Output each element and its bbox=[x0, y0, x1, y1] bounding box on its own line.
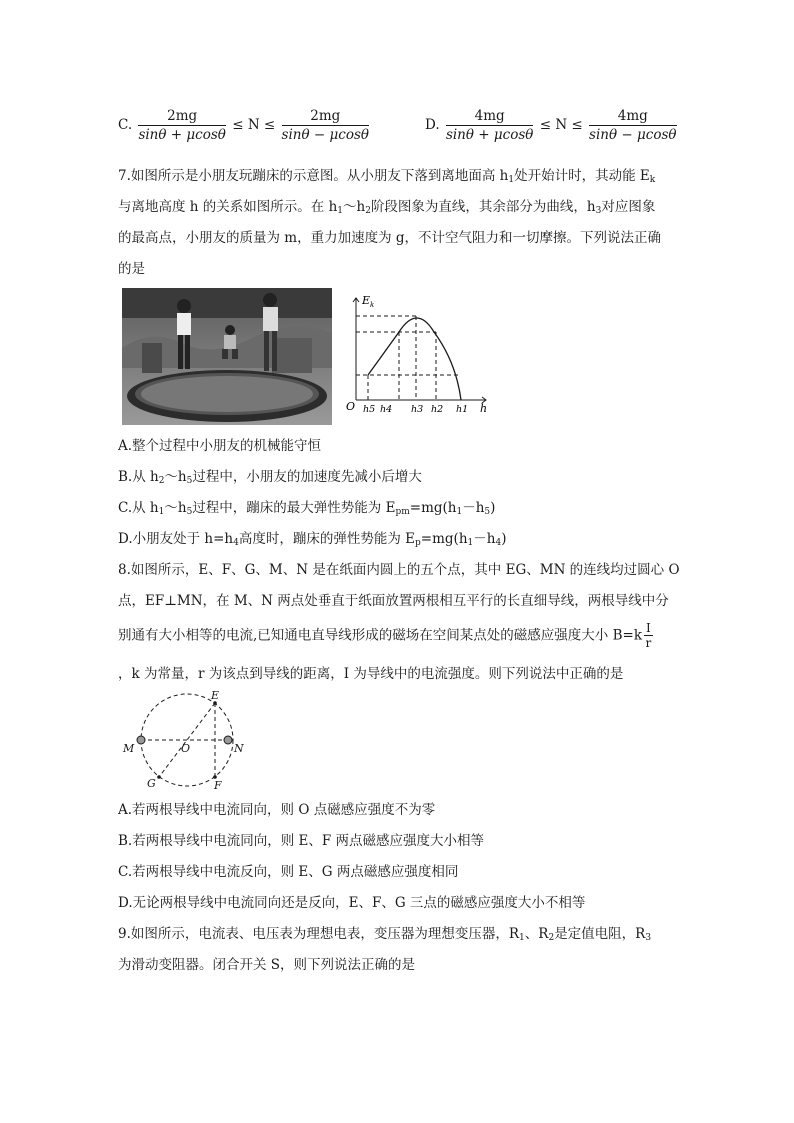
q6-option-d-fraction-left: $\frac{4mg}{\sin\theta + \mu\cos\theta}$ bbox=[445, 108, 534, 143]
q8-stem-line-4: ，k 为常量，r 为该点到导线的距离，I 为导线中的电流强度。则下列说法中正确的是 bbox=[118, 666, 624, 682]
q8-option-c: C.若两根导线中电流反向，则 E、G 两点磁感应强度相同 bbox=[118, 864, 459, 880]
tick-h1: h1 bbox=[456, 404, 469, 415]
tick-h2: h2 bbox=[431, 404, 444, 415]
point-e-label: E bbox=[211, 690, 220, 702]
trampoline-photo bbox=[122, 288, 332, 425]
graph-y-label: E bbox=[362, 294, 371, 307]
q7-stem-line-1: 7.如图所示是小朋友玩蹦床的示意图。从小朋友下落到离地面高 $h_1$处开始计时，其动能 $E_k$ bbox=[118, 168, 656, 185]
q8-option-d: D.无论两根导线中电流同向还是反向，E、F、G 三点的磁感应强度大小不相等 bbox=[118, 895, 586, 911]
q7-option-d: D.小朋友处于 $h=h_4$高度时，蹦床的弹性势能为 $E_p=mg(h_1-h_4)$ bbox=[118, 531, 507, 548]
point-m-label: M bbox=[123, 742, 135, 755]
tick-h5: h5 bbox=[363, 404, 376, 415]
graph-y-label-sub: k bbox=[370, 301, 375, 309]
tick-h3: h3 bbox=[411, 404, 424, 415]
q6-option-c-fraction-right: $\frac{2mg}{\sin\theta - \mu\cos\theta}$ bbox=[281, 108, 370, 143]
graph-x-label: h bbox=[480, 402, 488, 415]
point-f-label: F bbox=[214, 779, 222, 790]
q7-option-c: C.从 $h_1\sim h_5$过程中，蹦床的最大弹性势能为 $E_{pm}=mg(h_1-h_5)$ bbox=[118, 500, 496, 517]
q6-option-d bbox=[425, 108, 679, 143]
q9-stem-line-2: 为滑动变阻器。闭合开关 S，则下列说法正确的是 bbox=[118, 957, 416, 973]
point-n-label: N bbox=[234, 742, 244, 755]
ek-h-graph bbox=[344, 292, 494, 417]
q9-stem-line-1: 9.如图所示，电流表、电压表为理想电表，变压器为理想变压器，$R_1$、$R_2$是定值电阻，$R_3$ bbox=[118, 926, 652, 943]
graph-origin: O bbox=[346, 400, 356, 413]
q6-option-c-inequality: ≤ N ≤ bbox=[232, 117, 276, 133]
q8-stem-line-2: 点，EF⊥MN，在 M、N 两点处垂直于纸面放置两根相互平行的长直细导线，两根导线中分 bbox=[118, 593, 669, 609]
tick-h4: h4 bbox=[380, 404, 393, 415]
circle-wires-figure bbox=[120, 690, 260, 790]
q6-option-d-inequality: ≤ N ≤ bbox=[539, 117, 583, 133]
q8-option-a: A.若两根导线中电流同向，则 O 点磁感应强度不为零 bbox=[118, 802, 436, 818]
q8-stem-line-3: 别通有大小相等的电流,已知通电直导线形成的磁场在空间某点处的磁感应强度大小 B=k $\frac{I}{r}$ bbox=[118, 621, 652, 650]
q6-option-d-fraction-right: $\frac{4mg}{\sin\theta - \mu\cos\theta}$ bbox=[589, 108, 677, 143]
q7-stem-line-3: 的最高点，小朋友的质量为 m，重力加速度为 g，不计空气阻力和一切摩擦。下列说法正确 bbox=[118, 230, 662, 246]
q7-option-a: A.整个过程中小朋友的机械能守恒 bbox=[118, 438, 322, 454]
b-formula-fraction: $\frac{I}{r}$ bbox=[645, 621, 652, 650]
point-g-label: G bbox=[147, 777, 156, 790]
point-o-label: O bbox=[181, 742, 191, 755]
q6-option-c-label: C. bbox=[118, 117, 133, 133]
q6-option-d-label: D. bbox=[425, 117, 440, 133]
q8-stem-line-1: 8.如图所示，E、F、G、M、N 是在纸面内圆上的五个点，其中 EG、MN 的连线均过圆心 O bbox=[118, 562, 680, 578]
q7-stem-line-4: 的是 bbox=[118, 261, 145, 277]
q7-option-b: B.从 $h_2\sim h_5$过程中，小朋友的加速度先减小后增大 bbox=[118, 469, 422, 486]
q8-option-b: B.若两根导线中电流同向，则 E、F 两点磁感应强度大小相等 bbox=[118, 833, 485, 849]
q7-stem-line-2: 与离地高度 h 的关系如图所示。在 $h_1\sim h_2$阶段图象为直线，其余部分为曲线，$h_3$对应图象 bbox=[118, 199, 656, 216]
q6-option-c-fraction-left: $\frac{2mg}{\sin\theta + \mu\cos\theta}$ bbox=[138, 108, 226, 143]
q6-option-c bbox=[118, 108, 371, 143]
